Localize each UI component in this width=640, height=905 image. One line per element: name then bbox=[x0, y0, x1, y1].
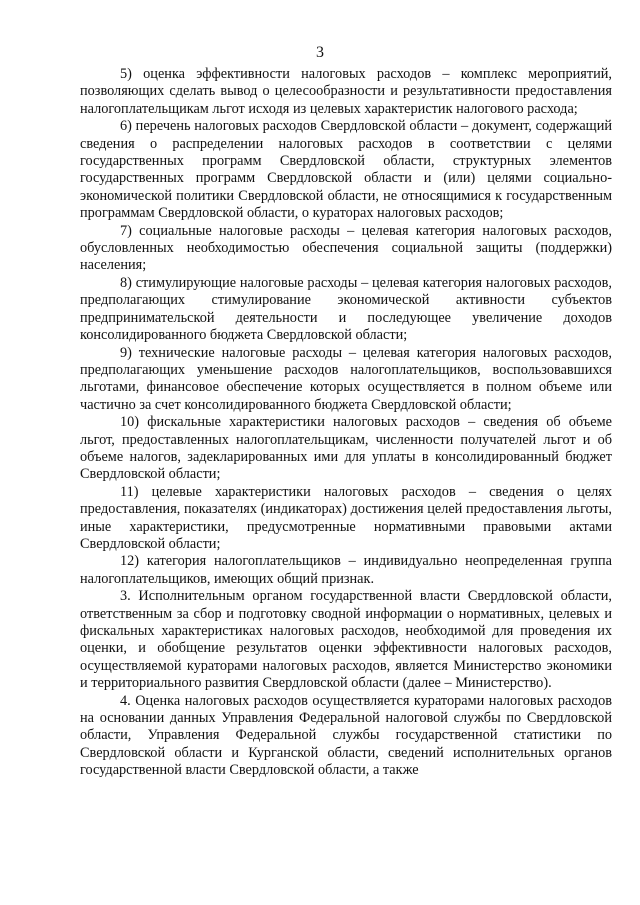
paragraph-item-6: 6) перечень налоговых расходов Свердловской области – документ, содержащий сведения о распределении налоговых расходов в соответствии с целями государственных программ Свердловской области, структурных элементов государственных программ Свердловской области и (или) целями социально-экономической политики Свердловской области, не относящимися к государственным программам Свердловской области, о кураторах налоговых расходов; bbox=[80, 118, 612, 222]
paragraph-item-12: 12) категория налогоплательщиков – индивидуально неопределенная группа налогоплательщиков, имеющих общий признак. bbox=[80, 553, 612, 587]
paragraph-item-11: 11) целевые характеристики налоговых расходов – сведения о целях предоставления, показателях (индикаторах) достижения целей предоставления льготы, иные характеристики, предусмотренные нормативными правовыми актами Свердловской области; bbox=[80, 483, 612, 552]
page-number: 3 bbox=[316, 44, 324, 61]
paragraph-section-4: 4. Оценка налоговых расходов осуществляется кураторами налоговых расходов на основании данных Управления Федеральной налоговой службы по Свердловской области, Управления Федеральной службы государственной статистики по Свердловской области и Курганской области, сведений исполнительных органов государственной власти Свердловской области, а также bbox=[80, 692, 612, 779]
paragraph-item-9: 9) технические налоговые расходы – целевая категория налоговых расходов, предполагающих уменьшение расходов налогоплательщиков, воспользовавшихся льготами, финансовое обеспечение которых осуществляется в полном объеме или частично за счет консолидированного бюджета Свердловской области; bbox=[80, 344, 612, 413]
paragraph-item-5: 5) оценка эффективности налоговых расходов – комплекс мероприятий, позволяющих сделать вывод о целесообразности и результативности предоставления налогоплательщикам льгот исходя из целевых характеристик налогового расхода; bbox=[80, 66, 612, 117]
paragraph-section-3: 3. Исполнительным органом государственной власти Свердловской области, ответственным за сбор и подготовку сводной информации о нормативных, целевых и фискальных характеристиках налоговых расходов, необходимой для проведения их оценки, и обобщение результатов оценки эффективности налоговых расходов, осуществляемой кураторами налоговых расходов, является Министерство экономики и территориального развития Свердловской области (далее – Министерство). bbox=[80, 588, 612, 692]
paragraph-item-8: 8) стимулирующие налоговые расходы – целевая категория налоговых расходов, предполагающих стимулирование экономической активности субъектов предпринимательской деятельности и последующее увеличение доходов консолидированного бюджета Свердловской области; bbox=[80, 274, 612, 344]
paragraph-item-10: 10) фискальные характеристики налоговых расходов – сведения об объеме льгот, предоставленных налогоплательщикам, численности получателей льгот и об объеме налогов, задекларированных ими для уплаты в консолидированный бюджет Свердловской области; bbox=[80, 414, 612, 483]
paragraph-item-7: 7) социальные налоговые расходы – целевая категория налоговых расходов, обусловленных необходимостью обеспечения социальной защиты (поддержки) населения; bbox=[80, 222, 612, 274]
document-body bbox=[80, 66, 612, 780]
